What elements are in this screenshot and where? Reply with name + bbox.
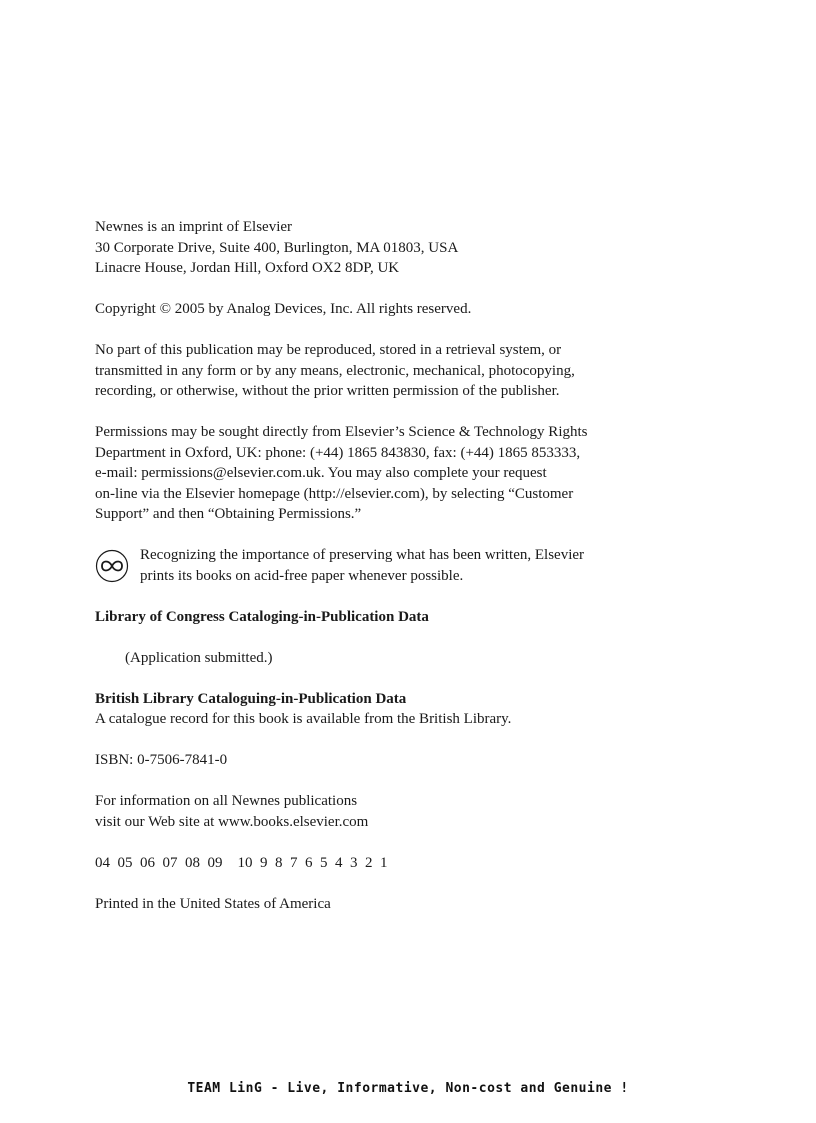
isbn-block [95,750,695,771]
british-library-heading: British Library Cataloguing-in-Publication Data [95,690,407,707]
loc-note-block [95,648,695,669]
loc-heading-block [95,607,695,628]
printing-line: 04 05 06 07 08 09 10 9 8 7 6 5 4 3 2 1 [95,854,388,871]
acid-free-notice [95,545,695,586]
copyright-page-content [95,217,695,935]
footer-banner: TEAM LinG - Live, Informative, Non-cost and Genuine ! [187,1081,629,1096]
info-block [95,791,695,832]
acid-free-line: Recognizing the importance of preserving what has been written, Elsevier [140,547,585,563]
reproduction-line: transmitted in any form or by any means, electronic, mechanical, photocopying, [95,362,575,379]
permissions-line: Support” and then “Obtaining Permissions.” [95,506,362,522]
copyright-notice [95,299,695,320]
infinity-paper-icon [95,549,129,583]
info-line: For information on all Newnes publications [95,793,358,809]
printed-in: Printed in the United States of America [95,895,331,912]
reproduction-notice [95,340,695,402]
permissions-line: e-mail: permissions@elsevier.com.uk. You may also complete your request [95,465,547,481]
acid-free-line: prints its books on acid-free paper whenever possible. [140,567,464,584]
british-library-block [95,689,695,730]
printing-line-block [95,853,695,874]
publisher-address [95,217,695,279]
reproduction-line: recording, or otherwise, without the prior written permission of the publisher. [95,383,560,399]
permissions-line: Permissions may be sought directly from Elsevier’s Science & Technology Rights [95,424,588,440]
permissions-line: on-line via the Elsevier homepage (http://elsevier.com), by selecting “Customer [95,485,574,502]
loc-note: (Application submitted.) [125,649,273,666]
loc-heading: Library of Congress Cataloging-in-Publication Data [95,608,429,625]
isbn: ISBN: 0-7506-7841-0 [95,752,228,768]
publisher-line: 30 Corporate Drive, Suite 400, Burlington, MA 01803, USA [95,239,459,256]
reproduction-line: No part of this publication may be reproduced, stored in a retrieval system, or [95,342,562,358]
info-line: visit our Web site at www.books.elsevier.com [95,813,369,830]
permissions-notice [95,422,695,525]
permissions-line: Department in Oxford, UK: phone: (+44) 1865 843830, fax: (+44) 1865 853333, [95,444,581,461]
printed-in-block [95,894,695,915]
acid-free-text [140,545,584,586]
british-library-text: A catalogue record for this book is available from the British Library. [95,711,512,727]
publisher-line: Newnes is an imprint of Elsevier [95,219,293,235]
publisher-line: Linacre House, Jordan Hill, Oxford OX2 8DP, UK [95,260,400,276]
copyright-text: Copyright © 2005 by Analog Devices, Inc. All rights reserved. [95,301,472,317]
